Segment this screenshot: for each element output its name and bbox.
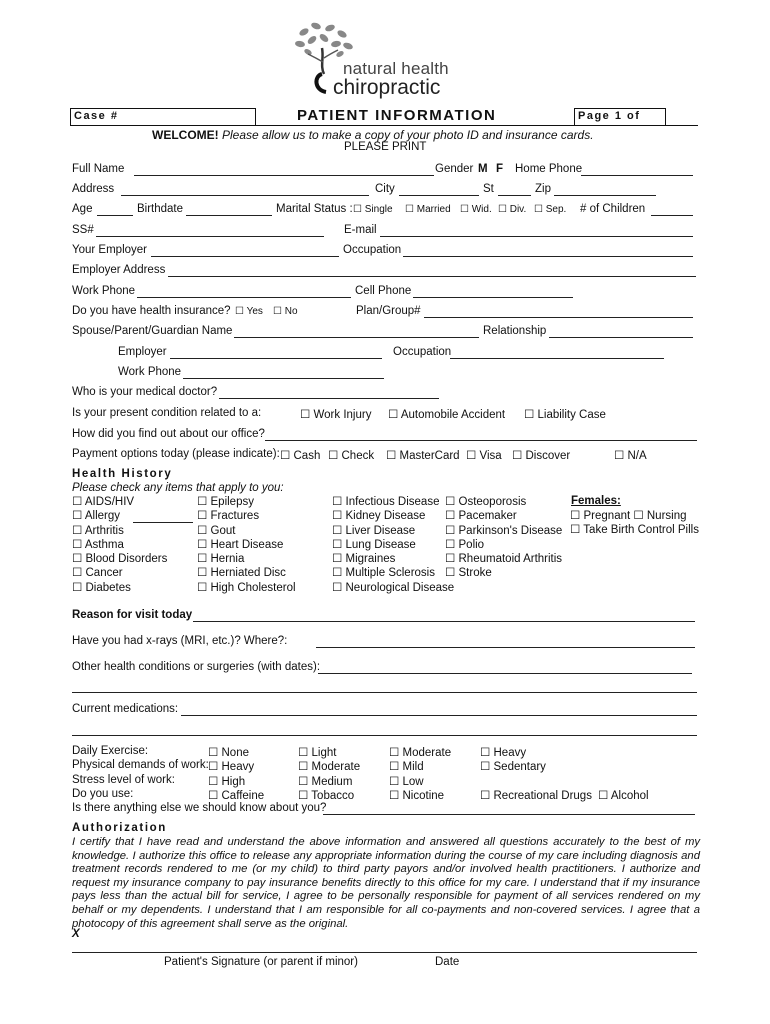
marital-wid[interactable]: ☐ Wid. <box>460 204 492 215</box>
health-item[interactable]: ☐ Asthma <box>72 538 124 551</box>
gender-m[interactable]: M <box>478 163 488 175</box>
case-label: Case # <box>74 110 119 122</box>
marital-married[interactable]: ☐ Married <box>405 204 451 215</box>
other-conditions-field[interactable] <box>318 673 692 674</box>
health-item[interactable]: ☐ Blood Disorders <box>72 553 168 566</box>
spouse-label: Spouse/Parent/Guardian Name <box>72 325 233 337</box>
use-label: Do you use: <box>72 788 134 800</box>
physical-mild[interactable]: ☐ Mild <box>389 761 424 773</box>
signature-x: X <box>72 928 80 940</box>
home-phone-field[interactable] <box>581 175 693 176</box>
health-item[interactable]: ☐ Gout <box>197 524 236 537</box>
cell-phone-field[interactable] <box>413 297 573 298</box>
birthdate-field[interactable] <box>186 215 272 216</box>
physical-sedentary[interactable]: ☐ Sedentary <box>480 761 546 773</box>
health-column-1 <box>72 495 167 595</box>
health-column-2 <box>197 495 296 595</box>
stress-low[interactable]: ☐ Low <box>389 776 424 788</box>
gender-f[interactable]: F <box>496 163 504 175</box>
physical-moderate[interactable]: ☐ Moderate <box>298 761 361 773</box>
stress-high[interactable]: ☐ High <box>208 776 246 788</box>
plan-label: Plan/Group# <box>356 305 421 317</box>
address-label: Address <box>72 183 115 195</box>
spouse-occupation-label: Occupation <box>393 346 452 358</box>
occupation-field[interactable] <box>403 256 693 257</box>
children-field[interactable] <box>651 215 693 216</box>
exercise-none[interactable]: ☐ None <box>208 747 249 759</box>
health-item[interactable]: ☐ Arthritis <box>72 524 124 537</box>
health-item[interactable]: ☐ Epilepsy <box>197 496 254 508</box>
health-item[interactable]: ☐ Kidney Disease <box>332 510 426 523</box>
age-field[interactable] <box>97 215 133 216</box>
health-item[interactable]: ☐ Rheumatoid Arthritis <box>445 553 563 566</box>
relationship-label: Relationship <box>483 325 547 337</box>
welcome-text: WELCOME! Please allow us to make a copy of your photo ID and insurance cards. <box>152 128 594 142</box>
health-item[interactable]: ☐ Heart Disease <box>197 538 284 551</box>
cell-phone-label: Cell Phone <box>355 285 412 297</box>
employer-address-label: Employer Address <box>72 264 166 276</box>
city-label: City <box>375 183 395 195</box>
zip-field[interactable] <box>554 195 656 196</box>
email-label: E-mail <box>344 224 377 236</box>
xrays-field[interactable] <box>316 647 695 648</box>
health-item[interactable]: ☐ Stroke <box>445 567 492 580</box>
exercise-heavy[interactable]: ☐ Heavy <box>480 747 527 759</box>
health-item[interactable]: ☐ Diabetes <box>72 581 131 594</box>
spouse-occupation-field[interactable] <box>450 358 664 359</box>
logo-line1: natural health <box>343 59 449 78</box>
payment-mastercard[interactable]: ☐ MasterCard <box>386 450 460 462</box>
gender-label: Gender <box>435 163 474 175</box>
health-item[interactable]: ☐ Hernia <box>197 553 245 566</box>
employer-address-field[interactable] <box>168 276 696 277</box>
home-phone-label: Home Phone <box>515 163 583 175</box>
health-item[interactable]: ☐ Pregnant ☐ Nursing <box>570 510 687 522</box>
health-instruction: Please check any items that apply to you: <box>72 482 284 494</box>
employer-field[interactable] <box>151 256 339 257</box>
xrays-label: Have you had x-rays (MRI, etc.)? Where?: <box>72 635 288 647</box>
health-item[interactable]: ☐ Neurological Disease <box>332 581 455 594</box>
health-history-title: Health History <box>72 468 173 480</box>
st-field[interactable] <box>498 195 531 196</box>
condition-label: Is your present condition related to a: <box>72 407 262 419</box>
use-tobacco[interactable]: ☐ Tobacco <box>298 790 355 802</box>
work-phone-label: Work Phone <box>72 285 136 297</box>
reason-label: Reason for visit today <box>72 609 193 621</box>
find-field[interactable] <box>265 440 697 441</box>
logo-line2: chiropractic <box>333 76 441 99</box>
health-item[interactable]: ☐ Polio <box>445 538 485 551</box>
exercise-moderate[interactable]: ☐ Moderate <box>389 747 452 759</box>
health-item[interactable]: ☐ Migraines <box>332 553 396 566</box>
physical-heavy[interactable]: ☐ Heavy <box>208 761 255 773</box>
city-field[interactable] <box>399 195 479 196</box>
marital-single[interactable]: ☐ Single <box>353 204 393 215</box>
health-item[interactable]: ☐ Fractures <box>197 510 260 523</box>
health-item[interactable]: ☐ Pacemaker <box>445 510 517 523</box>
health-item[interactable]: ☐ AIDS/HIV <box>72 496 135 508</box>
health-item[interactable]: ☐ Infectious Disease <box>332 496 440 508</box>
address-field[interactable] <box>121 195 369 196</box>
use-alcohol[interactable]: ☐ Alcohol <box>598 790 649 802</box>
employer-label: Your Employer <box>72 244 148 256</box>
health-column-4 <box>445 495 562 581</box>
health-item[interactable]: ☐ Multiple Sclerosis <box>332 567 435 580</box>
health-item[interactable]: ☐ Osteoporosis <box>445 496 527 508</box>
authorization-title: Authorization <box>72 822 167 834</box>
spouse-employer-label: Employer <box>118 346 167 358</box>
full-name-label: Full Name <box>72 163 125 175</box>
exercise-light[interactable]: ☐ Light <box>298 747 337 759</box>
payment-label: Payment options today (please indicate): <box>72 448 280 460</box>
health-item[interactable]: ☐ High Cholesterol <box>197 581 296 594</box>
insurance-no[interactable]: ☐ No <box>273 306 298 317</box>
health-item[interactable]: ☐ Cancer <box>72 567 123 580</box>
insurance-yes[interactable]: ☐ Yes <box>235 306 263 317</box>
condition-auto[interactable]: ☐ Automobile Accident <box>388 409 506 421</box>
ssn-field[interactable] <box>96 236 324 237</box>
use-nicotine[interactable]: ☐ Nicotine <box>389 790 445 802</box>
insurance-label: Do you have health insurance? <box>72 305 231 317</box>
spouse-field[interactable] <box>234 337 479 338</box>
marital-sep[interactable]: ☐ Sep. <box>534 204 567 215</box>
females-title: Females: <box>571 495 621 507</box>
relationship-field[interactable] <box>549 337 693 338</box>
reason-field[interactable] <box>193 621 695 622</box>
plan-field[interactable] <box>424 317 693 318</box>
health-item[interactable]: ☐ Take Birth Control Pills <box>570 524 699 537</box>
date-label: Date <box>435 956 460 968</box>
age-label: Age <box>72 203 93 215</box>
condition-work-injury[interactable]: ☐ Work Injury <box>300 409 372 421</box>
payment-discover[interactable]: ☐ Discover <box>512 450 571 462</box>
stress-medium[interactable]: ☐ Medium <box>298 776 353 788</box>
birthdate-label: Birthdate <box>137 203 184 215</box>
signature-field[interactable] <box>72 952 697 953</box>
occupation-label: Occupation <box>343 244 402 256</box>
health-column-females <box>570 509 699 538</box>
marital-div[interactable]: ☐ Div. <box>498 204 527 215</box>
page-label: Page 1 of <box>578 110 641 122</box>
health-item[interactable]: ☐ Herniated Disc <box>197 567 286 580</box>
other-conditions-field-2[interactable] <box>72 692 697 693</box>
spouse-work-phone-label: Work Phone <box>118 366 182 378</box>
payment-check[interactable]: ☐ Check <box>328 450 375 462</box>
marital-label: Marital Status : <box>276 203 353 215</box>
anything-else-label: Is there anything else we should know about you? <box>72 802 327 814</box>
health-item[interactable]: ☐ Allergy <box>72 510 121 523</box>
condition-liability[interactable]: ☐ Liability Case <box>524 409 606 421</box>
health-item[interactable]: ☐ Parkinson's Disease <box>445 524 563 537</box>
doctor-label: Who is your medical doctor? <box>72 386 218 398</box>
zip-label: Zip <box>535 183 551 195</box>
medications-field[interactable] <box>181 715 697 716</box>
health-item[interactable]: ☐ Liver Disease <box>332 524 416 537</box>
work-phone-field[interactable] <box>137 297 351 298</box>
spouse-employer-field[interactable] <box>170 358 382 359</box>
children-label: # of Children <box>580 203 646 215</box>
payment-visa[interactable]: ☐ Visa <box>466 450 502 462</box>
stress-label: Stress level of work: <box>72 774 175 786</box>
full-name-field[interactable] <box>134 175 434 176</box>
spouse-work-phone-field[interactable] <box>183 378 384 379</box>
please-print: PLEASE PRINT <box>344 141 427 153</box>
authorization-text: I certify that I have read and understand the above information and answered all questions accurately to the best of my knowledge. I authorize this office to release any appropriate information during the course of my care including diagnosis and treatment records rendered to me (or my child) to third party payors and/or involved health practitioners. I authorize and request my insurance company to pay insurance benefits directly to this office for my care. I understand that if my insurance pays less than the actual bill for service, I agree to be personally responsible for payment of all services rendered on my behalf or my dependents. I understand that I am responsible for all co-payments and non-covered services. I agree that a photocopy of this agreement shall serve as the original. <box>72 836 700 930</box>
payment-cash[interactable]: ☐ Cash <box>280 450 321 462</box>
other-conditions-label: Other health conditions or surgeries (with dates): <box>72 661 321 673</box>
find-label: How did you find out about our office? <box>72 428 265 440</box>
allergy-field[interactable] <box>133 522 193 523</box>
health-column-3 <box>332 495 454 595</box>
use-drugs[interactable]: ☐ Recreational Drugs <box>480 790 592 802</box>
medications-field-2[interactable] <box>72 735 697 736</box>
doctor-field[interactable] <box>219 398 439 399</box>
payment-na[interactable]: ☐ N/A <box>614 450 647 462</box>
st-label: St <box>483 183 494 195</box>
physical-label: Physical demands of work: <box>72 759 209 771</box>
ssn-label: SS# <box>72 224 94 236</box>
medications-label: Current medications: <box>72 703 179 715</box>
health-item[interactable]: ☐ Lung Disease <box>332 538 416 551</box>
page-title: PATIENT INFORMATION <box>297 107 497 124</box>
exercise-label: Daily Exercise: <box>72 745 149 757</box>
use-caffeine[interactable]: ☐ Caffeine <box>208 790 265 802</box>
anything-else-field[interactable] <box>323 814 695 815</box>
email-field[interactable] <box>380 236 693 237</box>
signature-label: Patient's Signature (or parent if minor) <box>164 956 358 968</box>
